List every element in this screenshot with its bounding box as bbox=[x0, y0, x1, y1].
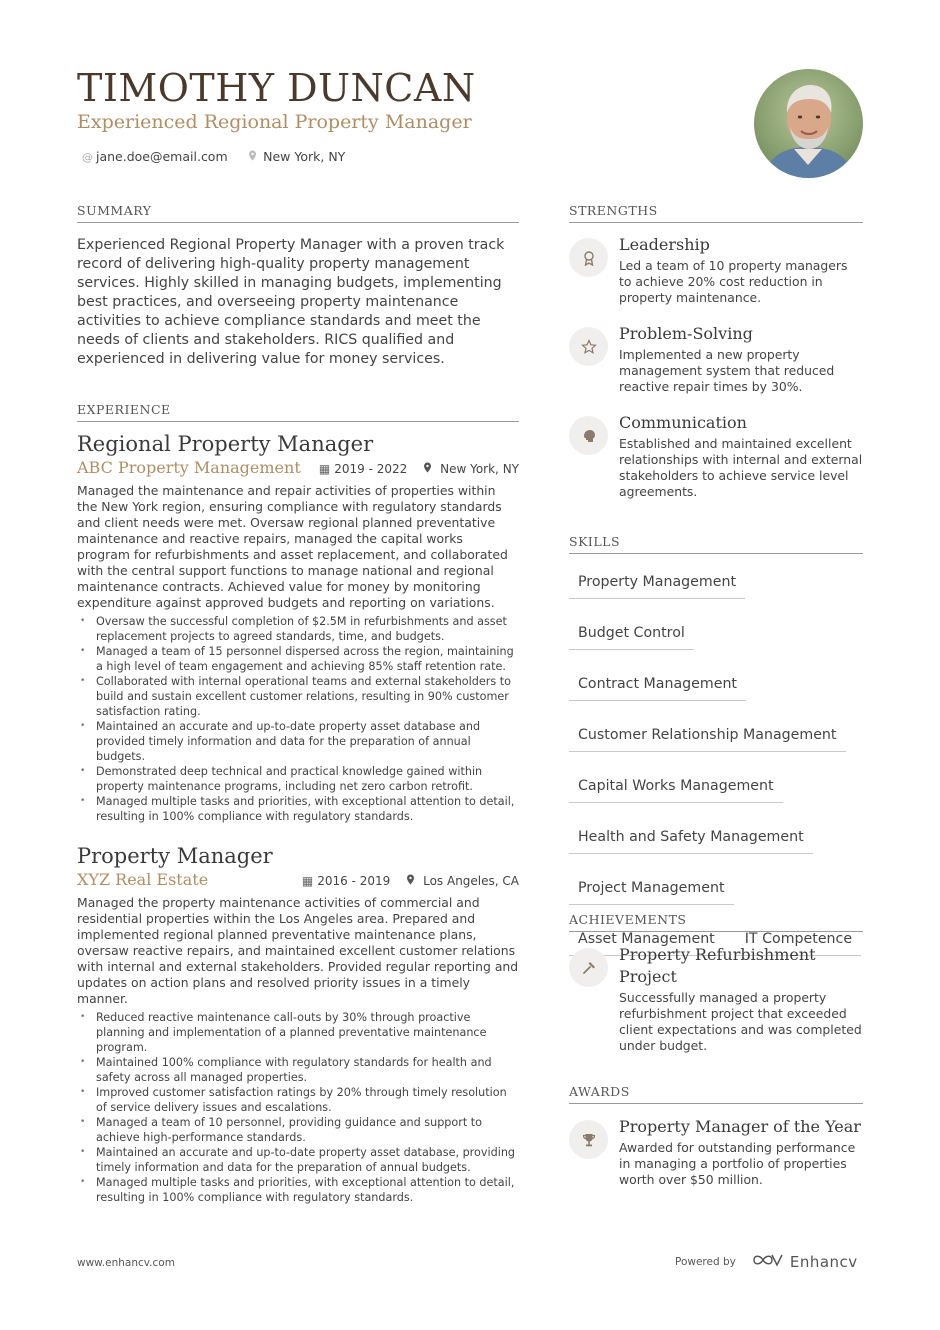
summary-text: Experienced Regional Property Manager with a proven track record of delivering high-quality property management services. Highly skilled in managing budgets, implementing best practices, and overseeing property maintenance activities to achieve compliance standards and meet the needs of clients and stakeholders. RICS qualified and experienced in delivering value for money services. bbox=[77, 237, 505, 367]
list-item: • Maintained an accurate and up-to-date property asset database, providing timely information and data for the preparation of annual budgets. bbox=[77, 1145, 519, 1175]
job-description: Managed the property maintenance activities of commercial and residential properties within the Los Angeles area. Prepared and implemented regional planned preventative maintenance plans, oversaw reactive repairs, and maintained excellent customer relations with internal and external stakeholders. Provided regular reporting and updates on action plans and resolved priority issues in a timely manner. bbox=[77, 895, 519, 1006]
job-title: Regional Property Manager bbox=[77, 432, 374, 456]
job-location-text: New York, NY bbox=[440, 462, 519, 476]
strength-title: Communication bbox=[619, 413, 747, 432]
email-text: jane.doe@email.com bbox=[96, 149, 228, 164]
skill-tag: Project Management bbox=[569, 878, 734, 905]
candidate-title: Experienced Regional Property Manager bbox=[77, 111, 472, 133]
job-location bbox=[406, 874, 519, 888]
job-title: Property Manager bbox=[77, 844, 273, 868]
list-item: • Collaborated with internal operational teams and external stakeholders to build and sustain excellent customer relations, resulting in 90% customer satisfaction rating. bbox=[77, 674, 519, 719]
awards-heading: AWARDS bbox=[569, 1084, 863, 1104]
star-icon bbox=[569, 327, 608, 366]
calendar-icon: ▦ bbox=[318, 462, 331, 476]
candidate-name: TIMOTHY DUNCAN bbox=[77, 66, 476, 110]
trophy-icon bbox=[569, 1120, 608, 1159]
list-item: • Reduced reactive maintenance call-outs by 30% through proactive planning and implementation of a planned preventative maintenance program. bbox=[77, 1010, 519, 1055]
award-item bbox=[569, 1116, 863, 1188]
list-item: • Improved customer satisfaction ratings by 20% through timely resolution of service delivery issues and escalations. bbox=[77, 1085, 519, 1115]
job-meta bbox=[77, 458, 519, 477]
job-entry bbox=[77, 432, 519, 824]
job-description: Managed the maintenance and repair activities of properties within the New York region, ensuring compliance with regulatory standards and client needs were met. Oversaw regional planned preventative maintenance and reactive repairs, managed the capital works program for refurbishments and asset replacement, and collaborated with the central support functions to manage national and regional maintenance contracts. Achieved value for money by monitoring expenditure against approved budgets and reporting on variations. bbox=[77, 483, 508, 610]
location-pin-icon bbox=[423, 462, 436, 476]
skill-tag: IT Competence bbox=[736, 929, 861, 956]
job-bullets bbox=[77, 1010, 519, 1205]
avatar bbox=[754, 69, 863, 178]
job-location bbox=[423, 462, 519, 476]
skill-tag: Customer Relationship Management bbox=[569, 725, 846, 752]
strength-desc: Established and maintained excellent relationships with internal and external stakeholders to achieve service level agreements. bbox=[619, 436, 863, 499]
strength-desc: Led a team of 10 property managers to achieve 20% cost reduction in property maintenance. bbox=[619, 258, 848, 305]
skills-list bbox=[569, 572, 863, 956]
skill-tag: Property Management bbox=[569, 572, 745, 599]
skill-tag: Asset Management bbox=[569, 929, 724, 956]
achievements-heading: ACHIEVEMENTS bbox=[569, 912, 863, 932]
job-dates bbox=[319, 462, 407, 476]
footer-website[interactable]: www.enhancv.com bbox=[77, 1257, 175, 1269]
strengths-list bbox=[569, 234, 863, 514]
company-name: ABC Property Management bbox=[77, 458, 301, 477]
brain-icon bbox=[569, 416, 608, 455]
footer-branding bbox=[675, 1252, 858, 1272]
strength-item bbox=[569, 234, 863, 306]
job-dates-text: 2019 - 2022 bbox=[334, 462, 408, 476]
list-item: • Oversaw the successful completion of $2.5M in refurbishments and asset replacement projects to agreed standards, time, and budgets. bbox=[77, 614, 519, 644]
skill-tag: Capital Works Management bbox=[569, 776, 783, 803]
skill-tag: Health and Safety Management bbox=[569, 827, 813, 854]
achievements-list bbox=[569, 944, 863, 1068]
brand-logo[interactable] bbox=[752, 1252, 858, 1272]
list-item: • Maintained an accurate and up-to-date property asset database and provided timely information and data for the preparation of annual budgets. bbox=[77, 719, 519, 764]
list-item: • Managed a team of 10 personnel, providing guidance and support to achieve high-performance standards. bbox=[77, 1115, 519, 1145]
at-icon: @ bbox=[82, 151, 93, 164]
strengths-heading: STRENGTHS bbox=[569, 203, 863, 223]
enhancv-logo-icon bbox=[752, 1252, 784, 1272]
list-item: • Demonstrated deep technical and practical knowledge gained within property maintenance programs, including net zero carbon retrofit. bbox=[77, 764, 519, 794]
awards-list bbox=[569, 1116, 863, 1202]
strength-desc: Implemented a new property management system that reduced reactive repair times by 30%. bbox=[619, 347, 835, 394]
achievement-desc: Successfully managed a property refurbishment project that exceeded client expectations and was completed under budget. bbox=[619, 990, 862, 1053]
skills-heading: SKILLS bbox=[569, 534, 863, 554]
brand-name: Enhancv bbox=[789, 1253, 858, 1271]
list-item: • Managed multiple tasks and priorities, with exceptional attention to detail, resulting in 100% compliance with regulatory standards. bbox=[77, 794, 519, 824]
location-pin-icon bbox=[248, 151, 261, 164]
job-location-text: Los Angeles, CA bbox=[423, 874, 519, 888]
achievement-title: Property Refurbishment Project bbox=[619, 945, 816, 986]
skill-tag: Contract Management bbox=[569, 674, 746, 701]
list-item: • Managed a team of 15 personnel dispersed across the region, maintaining a high level of team engagement and achieving 85% staff retention rate. bbox=[77, 644, 519, 674]
job-entry bbox=[77, 844, 519, 1205]
location-item bbox=[248, 149, 346, 164]
experience-heading: EXPERIENCE bbox=[77, 402, 519, 422]
location-text: New York, NY bbox=[263, 149, 346, 164]
skill-tag: Budget Control bbox=[569, 623, 694, 650]
list-item: • Managed multiple tasks and priorities, with exceptional attention to detail, resulting in 100% compliance with regulatory standards. bbox=[77, 1175, 519, 1205]
calendar-icon: ▦ bbox=[301, 874, 314, 888]
strength-title: Problem-Solving bbox=[619, 324, 753, 343]
job-bullets bbox=[77, 614, 519, 824]
strength-item bbox=[569, 412, 863, 500]
email-item[interactable] bbox=[82, 149, 228, 164]
hammer-icon bbox=[569, 948, 608, 987]
job-meta bbox=[77, 870, 519, 889]
strength-title: Leadership bbox=[619, 235, 710, 254]
award-title: Property Manager of the Year bbox=[619, 1117, 861, 1136]
company-name: XYZ Real Estate bbox=[77, 870, 209, 889]
location-pin-icon bbox=[406, 874, 419, 888]
medal-icon bbox=[569, 238, 608, 277]
achievement-item bbox=[569, 944, 863, 1054]
award-desc: Awarded for outstanding performance in managing a portfolio of properties worth over $50 million. bbox=[619, 1140, 856, 1187]
list-item: • Maintained 100% compliance with regulatory standards for health and safety across all managed properties. bbox=[77, 1055, 519, 1085]
job-dates bbox=[302, 874, 390, 888]
job-dates-text: 2016 - 2019 bbox=[317, 874, 391, 888]
contact-info bbox=[82, 149, 345, 164]
powered-by-text: Powered by bbox=[675, 1256, 736, 1268]
summary-heading: SUMMARY bbox=[77, 203, 519, 223]
strength-item bbox=[569, 323, 863, 395]
